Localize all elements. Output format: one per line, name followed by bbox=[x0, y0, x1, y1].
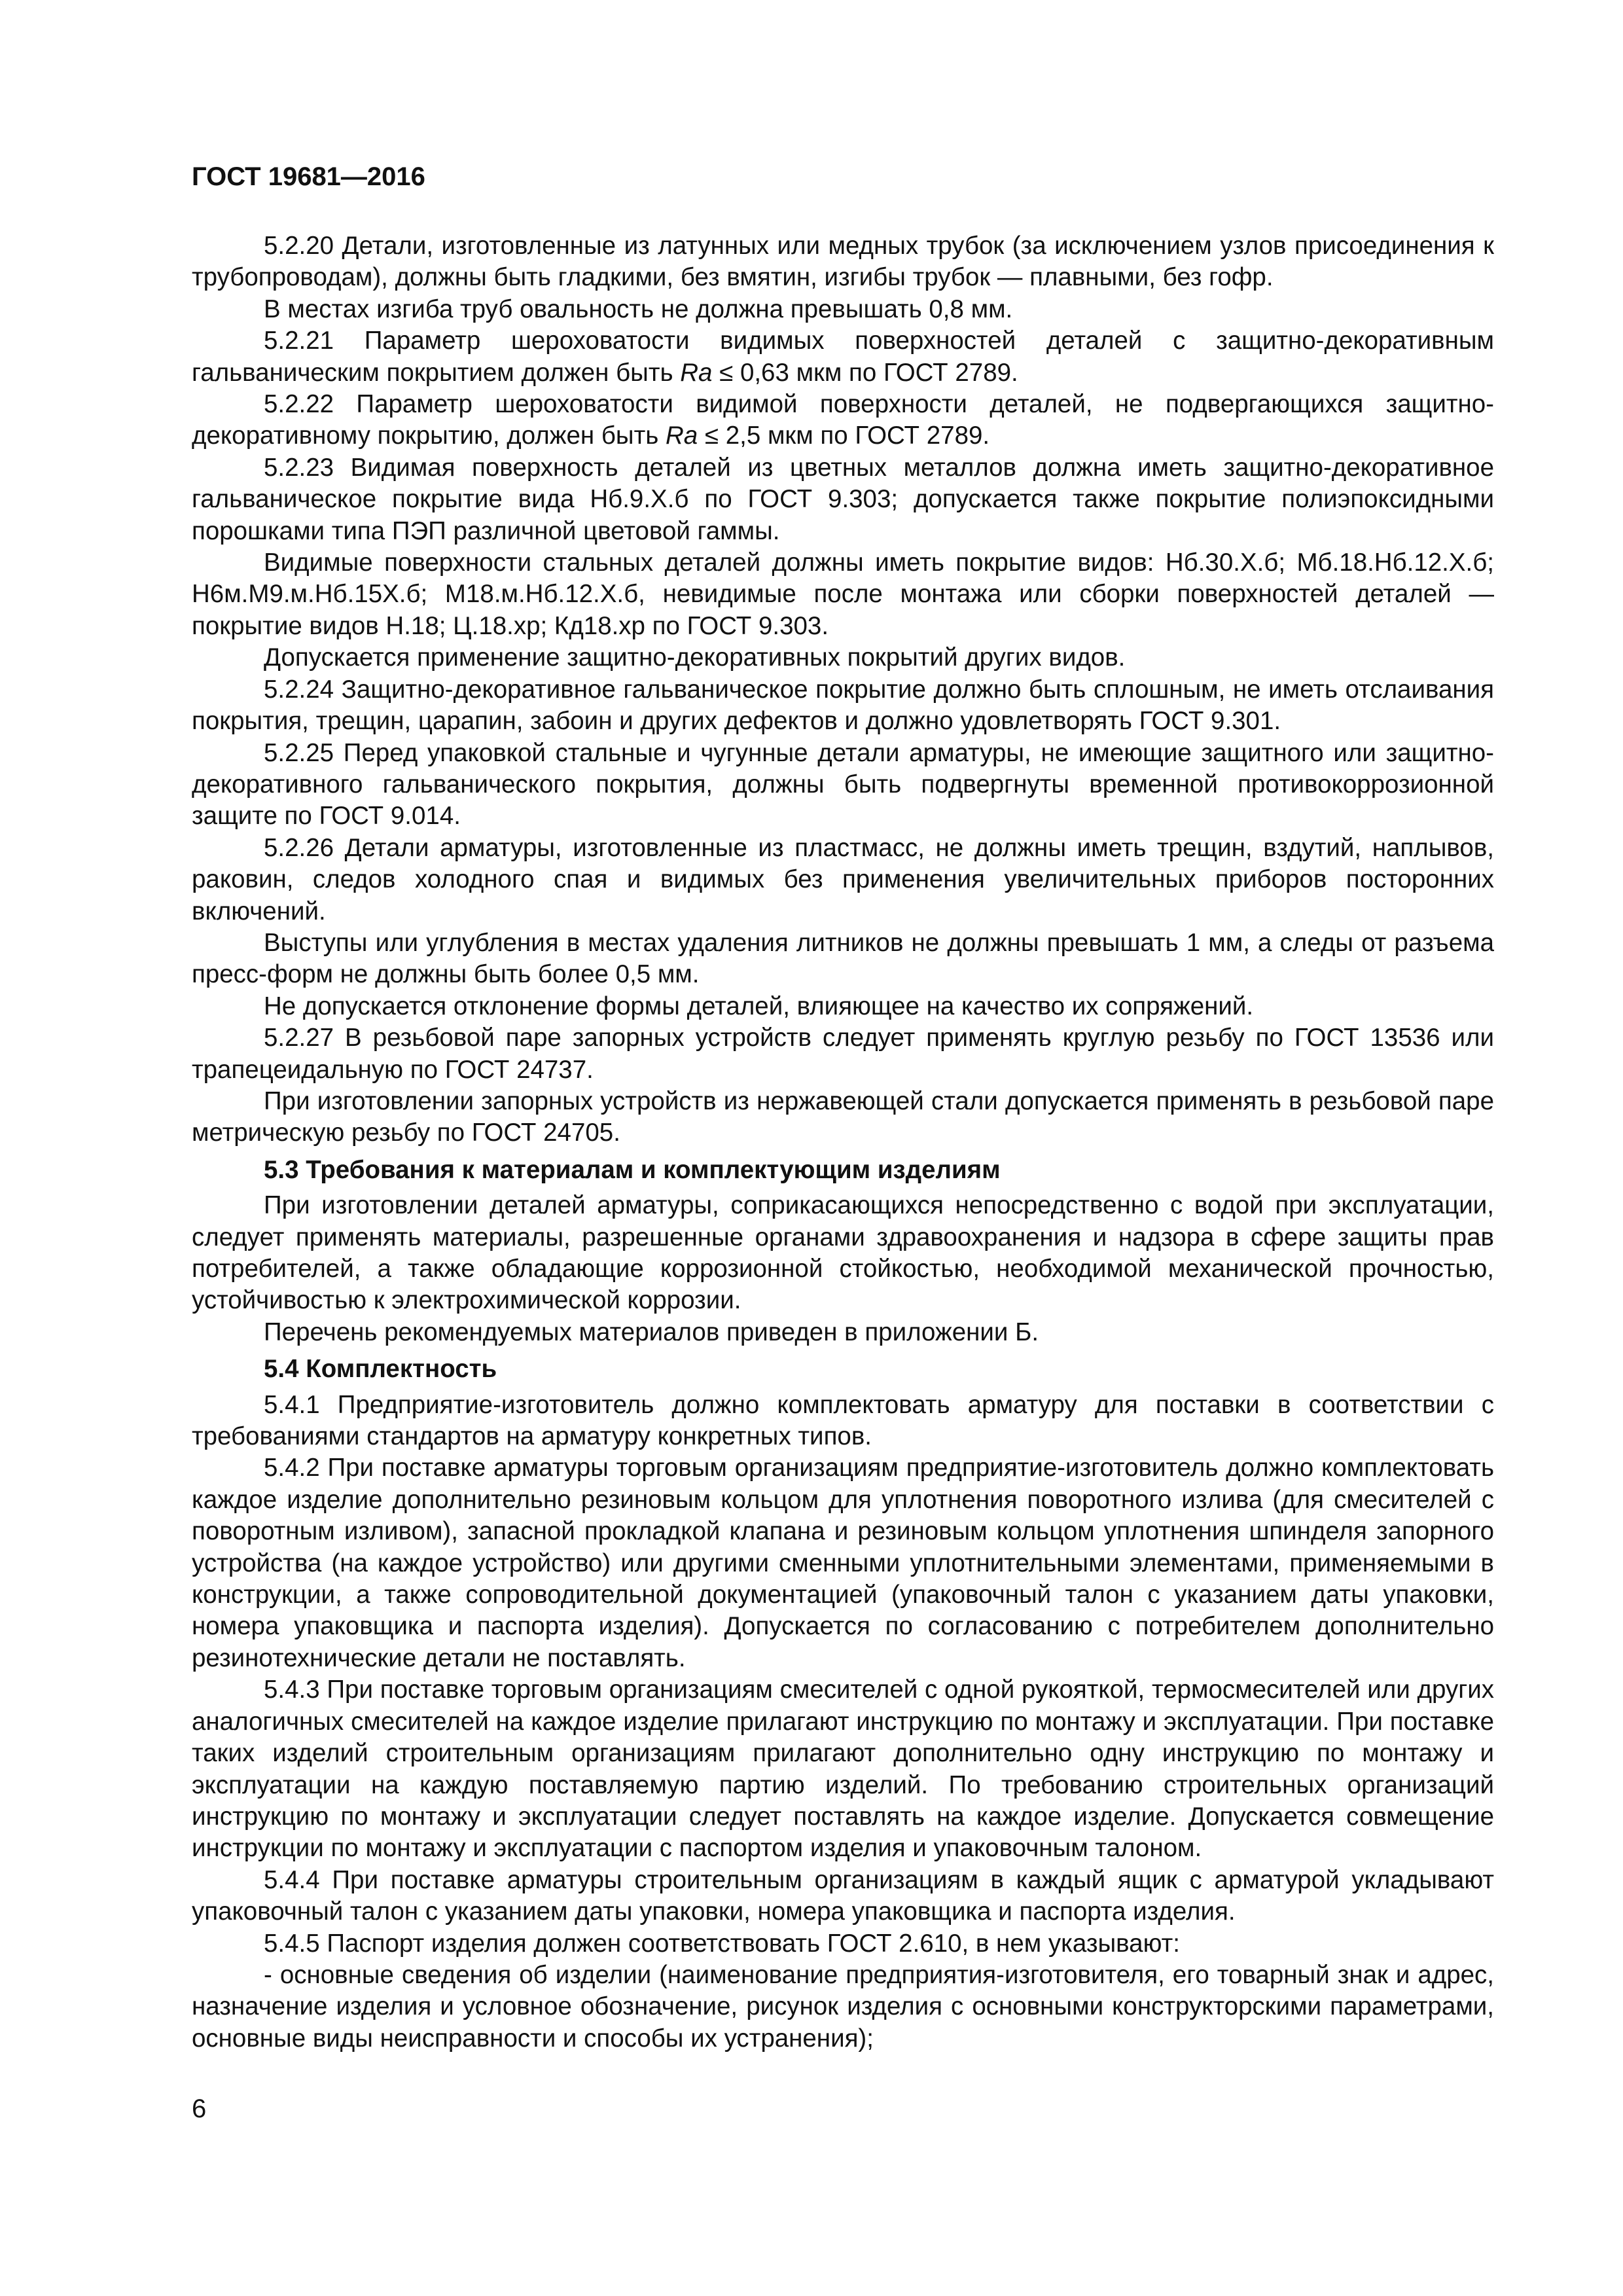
clause-5-4-1: 5.4.1 Предприятие-изготовитель должно комплектовать арматуру для поставки в соответствии с требованиями стандартов на арматуру конкретных типов. bbox=[192, 1390, 1494, 1451]
page-number: 6 bbox=[192, 2094, 207, 2123]
clause-5-2-27-stainless: При изготовлении запорных устройств из нержавеющей стали допускается применять в резьбовой паре метрическую резьбу по ГОСТ 24705. bbox=[192, 1086, 1494, 1147]
clause-5-2-22-text-a: 5.2.22 Параметр шероховатости видимой поверхности деталей, не подвергающихся защитно-декоративному покрытию, должен быть bbox=[192, 390, 1494, 450]
clause-5-2-21-text-b: ≤ 0,63 мкм по ГОСТ 2789. bbox=[712, 358, 1018, 387]
clause-5-2-24: 5.2.24 Защитно-декоративное гальваническое покрытие должно быть сплошным, не иметь отслаивания покрытия, трещин, царапин, забоин и других дефектов и должно удовлетворять ГОСТ 9.301. bbox=[192, 675, 1494, 736]
clause-5-2-27: 5.2.27 В резьбовой паре запорных устройств следует применять круглую резьбу по ГОСТ 13536 или трапецеидальную по ГОСТ 24737. bbox=[192, 1024, 1494, 1084]
clause-5-2-21 bbox=[192, 325, 1494, 389]
clause-5-3-list: Перечень рекомендуемых материалов приведен в приложении Б. bbox=[264, 1318, 1039, 1346]
clause-5-2-20: 5.2.20 Детали, изготовленные из латунных или медных трубок (за исключением узлов присоединения к трубопроводам), должны быть гладкими, без вмятин, изгибы трубок — плавными, без гофр. bbox=[192, 232, 1494, 292]
clause-5-2-23-steel: Видимые поверхности стальных деталей должны иметь покрытие видов: Нб.30.Х.б; Мб.18.Нб.12.Х.б; Н6м.М9.м.Нб.15Х.б; М18.м.Нб.12.Х.б, невидимые после монтажа или сборки поверхностей деталей — покрытие видов Н.18; Ц.18.хр; Кд18.хр по ГОСТ 9.303. bbox=[192, 548, 1494, 640]
clause-5-2-26-protrusions: Выступы или углубления в местах удаления литников не должны превышать 1 мм, а следы от разъема пресс-форм не должны быть более 0,5 мм. bbox=[192, 928, 1494, 989]
document-body bbox=[192, 230, 1494, 2054]
clause-5-2-26: 5.2.26 Детали арматуры, изготовленные из пластмасс, не должны иметь трещин, вздутий, наплывов, раковин, следов холодного спая и видимых без применения увеличительных приборов посторонних включений. bbox=[192, 833, 1494, 925]
clause-5-4-3: 5.4.3 При поставке торговым организациям смесителей с одной рукояткой, термосмесителей или других аналогичных смесителей на каждое изделие прилагают инструкцию по монтажу и эксплуатации. При поставке таких изделий строительным организациям прилагают дополнительно одну инструкцию по монтажу и эксплуатации на каждую поставляемую партию изделий. По требованию строительных организаций инструкцию по монтажу и эксплуатации следует поставлять на каждое изделие. Допускается совмещение инструкции по монтажу и эксплуатации с паспортом изделия и упаковочным талоном. bbox=[192, 1676, 1494, 1863]
clause-5-4-4: 5.4.4 При поставке арматуры строительным организациям в каждый ящик с арматурой укладывают упаковочный талон с указанием даты упаковки, номера упаковщика и паспорта изделия. bbox=[192, 1865, 1494, 1926]
clause-5-2-21-text-a: 5.2.21 Параметр шероховатости видимых поверхностей деталей с защитно-декоративным гальваническим покрытием должен быть bbox=[192, 327, 1494, 387]
list-item: - основные сведения об изделии (наименование предприятия-изготовителя, его товарный знак и адрес, назначение изделия и условное обозначение, рисунок изделия с основными конструкторскими параметрами, основные виды неисправности и способы их устранения); bbox=[192, 1960, 1494, 2053]
clause-5-2-22-text-b: ≤ 2,5 мкм по ГОСТ 2789. bbox=[698, 422, 990, 450]
section-heading-5-4: 5.4 Комплектность bbox=[264, 1355, 497, 1384]
roughness-symbol: Ra bbox=[680, 358, 713, 387]
clause-5-2-26-shape: Не допускается отклонение формы деталей, влияющее на качество их сопряжений. bbox=[264, 992, 1254, 1020]
clause-5-3-materials: При изготовлении деталей арматуры, соприкасающихся непосредственно с водой при эксплуатации, следует применять материалы, разрешенные органами здравоохранения и надзора в сфере защиты прав потребителей, а также обладающие коррозионной стойкостью, необходимой механической прочностью, устойчивостью к электрохимической коррозии. bbox=[192, 1191, 1494, 1315]
document-header: ГОСТ 19681—2016 bbox=[192, 162, 425, 191]
clause-5-2-20-note: В местах изгиба труб овальность не должна превышать 0,8 мм. bbox=[264, 295, 1013, 323]
clause-5-4-2: 5.4.2 При поставке арматуры торговым организациям предприятие-изготовитель должно комплектовать каждое изделие дополнительно резиновым кольцом для уплотнения поворотного излива (для смесителей с поворотным изливом), запасной прокладкой клапана и резиновым кольцом уплотнения шпинделя запорного устройства (на каждое устройство) или другими сменными уплотнительными элементами, применяемыми в конструкции, а также сопроводительной документацией (упаковочный талон с указанием даты упаковки, номера упаковщика и паспорта изделия). Допускается по согласованию с потребителем дополнительно резинотехнические детали не поставлять. bbox=[192, 1454, 1494, 1672]
clause-5-2-25: 5.2.25 Перед упаковкой стальные и чугунные детали арматуры, не имеющие защитного или защитно-декоративного гальванического покрытия, должны быть подвергнуты временной противокоррозионной защите по ГОСТ 9.014. bbox=[192, 738, 1494, 831]
clause-5-4-5: 5.4.5 Паспорт изделия должен соответствовать ГОСТ 2.610, в нем указывают: bbox=[264, 1929, 1180, 1958]
clause-5-2-23-other: Допускается применение защитно-декоративных покрытий других видов. bbox=[264, 643, 1126, 672]
clause-5-2-22 bbox=[192, 389, 1494, 452]
section-heading-5-3: 5.3 Требования к материалам и комплектующим изделиям bbox=[264, 1155, 1001, 1184]
roughness-symbol: Ra bbox=[665, 422, 698, 450]
clause-5-2-23: 5.2.23 Видимая поверхность деталей из цветных металлов должна иметь защитно-декоративное гальваническое покрытие вида Нб.9.Х.б по ГОСТ 9.303; допускается также покрытие полиэпоксидными порошками типа ПЭП различной цветовой гаммы. bbox=[192, 453, 1494, 545]
